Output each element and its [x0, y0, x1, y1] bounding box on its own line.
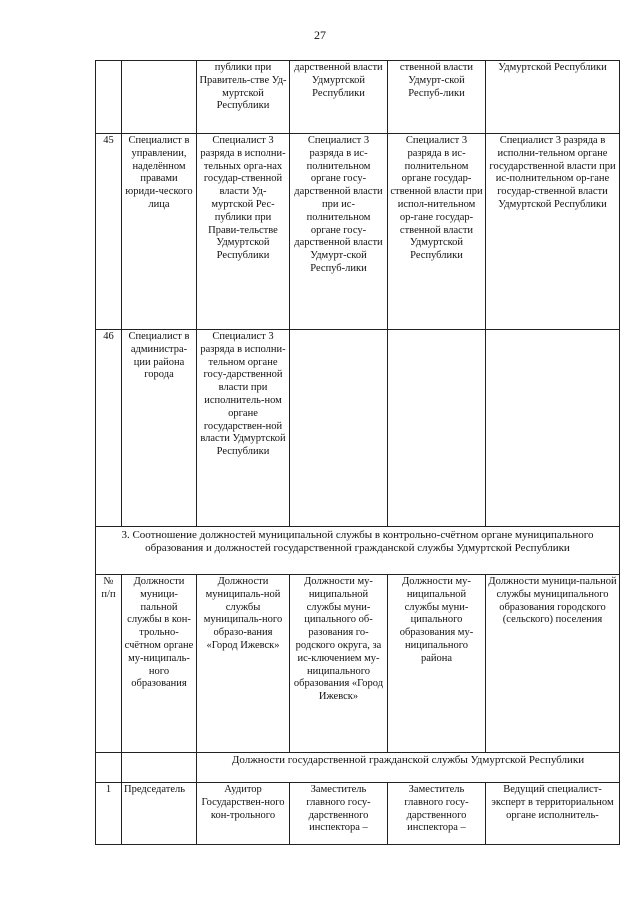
- cell-num: 45: [96, 134, 122, 330]
- cell-col2: Заместитель главного госу-дарственного инспектора –: [290, 783, 388, 845]
- cell-col2: [290, 330, 388, 527]
- header-position: Должности муници-пальной службы в кон-трольно-счётном органе му-ниципаль-ного образования: [122, 575, 197, 753]
- table-row-45: [96, 134, 620, 330]
- cell-col1: публики при Правитель-стве Уд-муртской Республики: [197, 61, 290, 134]
- header-col3: Должности му-ниципальной службы муни-ципального образования му-ниципального района: [388, 575, 486, 753]
- header-col1: Должности муниципаль-ной службы муниципаль-ного образо-вания «Город Ижевск»: [197, 575, 290, 753]
- subheader-title: Должности государственной гражданской службы Удмуртской Республики: [197, 753, 620, 783]
- header-num: № п/п: [96, 575, 122, 753]
- table-row-1: [96, 783, 620, 845]
- cell-col3: Специалист 3 разряда в ис-полнительном органе государ-ственной власти при испол-нительном ор-гане государ-ственной власти Удмуртской Республики: [388, 134, 486, 330]
- section-3-heading-row: [96, 527, 620, 575]
- subheader-spacer: [96, 753, 122, 783]
- cell-col3: ственной власти Удмурт-ской Респуб-лики: [388, 61, 486, 134]
- cell-num: [96, 61, 122, 134]
- cell-position: Специалист в администра-ции района города: [122, 330, 197, 527]
- table-row-46: [96, 330, 620, 527]
- subheader-spacer: [122, 753, 197, 783]
- cell-col2: дарственной власти Удмуртской Республики: [290, 61, 388, 134]
- cell-col1: Аудитор Государствен-ного кон-трольного: [197, 783, 290, 845]
- cell-col3: [388, 330, 486, 527]
- header-col4: Должности муници-пальной службы муниципального образования городского (сельского) поселения: [486, 575, 620, 753]
- cell-position: Председатель: [122, 783, 197, 845]
- cell-col4: Специалист 3 разряда в исполни-тельном органе государственной власти при ис-полнительном ор-гане государ-ственной власти Удмуртской Республики: [486, 134, 620, 330]
- table-row-continued: [96, 61, 620, 134]
- cell-num: 46: [96, 330, 122, 527]
- cell-col2: Специалист 3 разряда в ис-полнительном органе госу-дарственной власти при ис-полнительном органе госу-дарственной власти Удмурт-ской Респуб-лики: [290, 134, 388, 330]
- cell-col1: Специалист 3 разряда в исполни-тельном органе госу-дарственной власти при исполнитель-ном органе государствен-ной власти Удмуртской Республики: [197, 330, 290, 527]
- header-col2: Должности му-ниципальной службы муни-ципального об-разования го-родского округа, за ис-ключением му-ниципального образования «Город Ижевск»: [290, 575, 388, 753]
- cell-col1: Специалист 3 разряда в исполни-тельных орга-нах государ-ственной власти Уд-муртской Рес-публики при Прави-тельстве Удмуртской Республики: [197, 134, 290, 330]
- cell-position: Специалист в управлении, наделённом правами юриди-ческого лица: [122, 134, 197, 330]
- cell-col4: Удмуртской Республики: [486, 61, 620, 134]
- table-header-row: [96, 575, 620, 753]
- table-subheader-row: [96, 753, 620, 783]
- cell-col3: Заместитель главного госу-дарственного инспектора –: [388, 783, 486, 845]
- section-3-title: 3. Соотношение должностей муниципальной службы в контрольно-счётном органе муниципального образования и должностей государственной гражданской службы Удмуртской Республики: [96, 527, 620, 575]
- page-number: 27: [314, 28, 326, 42]
- cell-col4: Ведущий специалист-эксперт в территориальном органе исполнитель-: [486, 783, 620, 845]
- cell-col4: [486, 330, 620, 527]
- position-correspondence-table: [95, 60, 620, 845]
- cell-position: [122, 61, 197, 134]
- cell-num: 1: [96, 783, 122, 845]
